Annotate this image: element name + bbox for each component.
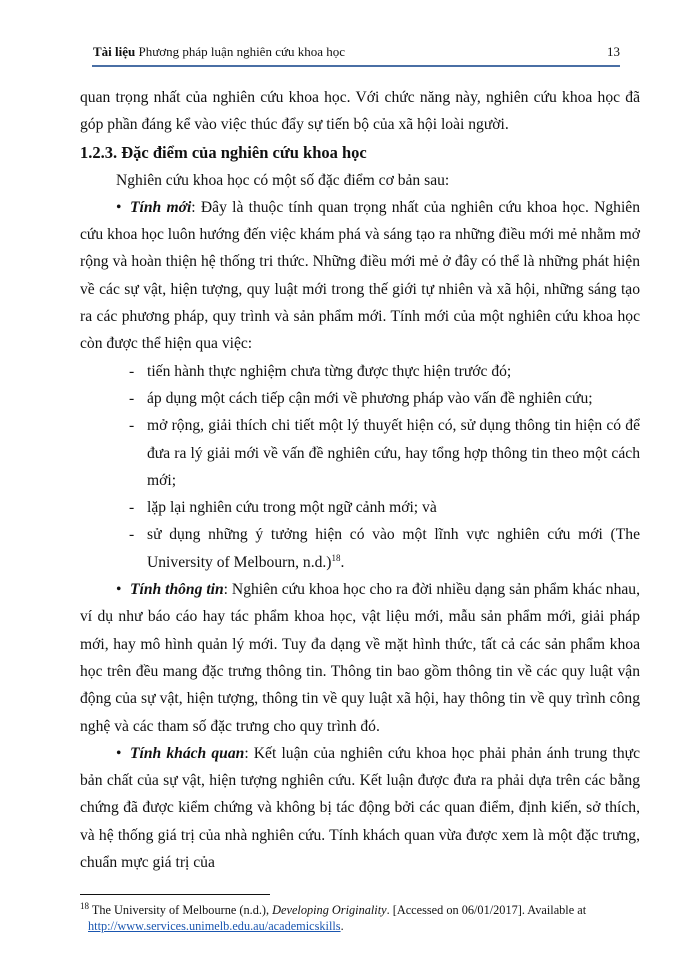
- list-item-text: áp dụng một cách tiếp cận mới về phương pháp vào vấn đề nghiên cứu;: [147, 389, 593, 407]
- bullet-text: : Nghiên cứu khoa học cho ra đời nhiều dạng sản phẩm khác nhau, ví dụ như báo cáo hay tác phẩm khoa học, vật liệu mới, mẫu sản phẩm mới, giải pháp mới, hay mô hình quản lý mới. Tuy đa dạng về mặt hình thức, tất cả các sản phẩm khoa học trên đều mang đặc trưng thông tin. Thông tin bao gồm thông tin về các quy luật vận động của sự vật, hiện tượng, thông tin về quy luật xã hội, hay thông tin về quy trình công nghệ và các tham số đặc trưng cho quy trình đó.: [80, 581, 641, 735]
- bullet-text: : Đây là thuộc tính quan trọng nhất của nghiên cứu khoa học. Nghiên cứu khoa học luôn hướng đến việc khám phá và sáng tạo ra những điều mới mẻ nhằm mở rộng và hoàn thiện hệ thống tri thức. Những điều mới mẻ ở đây có thể là những phát hiện về các sự vật, hiện tượng, quy luật mới trong thế giới tự nhiên và xã hội, những sáng tạo ra các phương pháp, quy trình và sản phẩm mới. Tính mới của một nghiên cứu khoa học còn được thể hiện qua việc:: [80, 198, 641, 353]
- header-title: Phương pháp luận nghiên cứu khoa học: [135, 44, 346, 59]
- list-item: [129, 412, 640, 494]
- header-title-bold: Tài liệu: [93, 44, 136, 59]
- footnote-text: .: [340, 919, 344, 934]
- bullet-term: Tính thông tin: [130, 581, 224, 599]
- dash-icon: -: [129, 389, 135, 407]
- bullet-tinh-thong-tin: [80, 576, 640, 740]
- dash-icon: -: [129, 526, 135, 544]
- bullet-term: Tính mới: [130, 198, 192, 216]
- bullet-text: : Kết luận của nghiên cứu khoa học phải phản ánh trung thực bản chất của sự vật, hiện tượng nghiên cứu. Kết luận được đưa ra phải dựa trên các bằng chứng đã được kiểm chứng và không bị tác động bởi các quan điểm, định kiến, sở thích, và hệ thống giá trị của nhà nghiên cứu. Tính khách quan vừa được xem là một đặc trưng, chuẩn mực giá trị của: [80, 744, 640, 872]
- list-item: [129, 385, 640, 412]
- list-item-text: mở rộng, giải thích chi tiết một lý thuyết hiện có, sử dụng thông tin hiện có để đưa ra lý giải mới về vấn đề nghiên cứu, hay tổng hợp thông tin theo một cách mới;: [147, 417, 640, 489]
- dash-list: [80, 358, 640, 576]
- list-item: [129, 358, 640, 385]
- bullet-icon: •: [116, 744, 122, 762]
- section-heading: 1.2.3. Đặc điểm của nghiên cứu khoa học: [80, 142, 367, 162]
- dash-icon: -: [129, 499, 135, 517]
- bullet-term: Tính khách quan: [130, 744, 245, 762]
- list-item: - sử dụng những ý tưởng hiện có vào một lĩnh vực nghiên cứu mới (The University of Melbourn, n.d.)$^{18}$.: [147, 521, 640, 576]
- running-header: [93, 44, 620, 60]
- footnote-mark: 18: [80, 901, 89, 912]
- header-rule: [92, 65, 620, 67]
- footnote-link[interactable]: http://www.services.unimelb.edu.au/academicskills: [88, 919, 341, 934]
- list-item-text: sử dụng những ý tưởng hiện có vào một lĩnh vực nghiên cứu mới (The University of Melbourn, n.d.): [147, 526, 640, 571]
- list-item-text: tiến hành thực nghiệm chưa từng được thực hiện trước đó;: [147, 362, 512, 380]
- footnote: [80, 902, 640, 934]
- paragraph-continued: quan trọng nhất của nghiên cứu khoa học. Với chức năng này, nghiên cứu khoa học đã góp phần đáng kể vào việc thúc đẩy sự tiến bộ của xã hội loài người.: [80, 89, 640, 134]
- bullet-tinh-moi: [80, 194, 640, 358]
- list-item: [129, 494, 640, 521]
- footnote-ref[interactable]: 18: [331, 552, 341, 563]
- bullet-icon: •: [116, 581, 122, 599]
- dash-icon: -: [129, 417, 135, 435]
- list-item-text: lặp lại nghiên cứu trong một ngữ cảnh mới; và: [147, 499, 437, 517]
- footnote-text: The University of Melbourne (n.d.),: [89, 903, 273, 918]
- footnote-separator: [80, 894, 270, 895]
- bullet-tinh-khach-quan: [80, 740, 640, 876]
- footnote-text: . [Accessed on 06/01/2017]. Available at: [386, 903, 587, 918]
- page-body: [80, 84, 640, 934]
- intro-paragraph: Nghiên cứu khoa học có một số đặc điểm cơ bản sau:: [116, 171, 450, 189]
- dash-icon: -: [129, 362, 135, 380]
- bullet-icon: •: [116, 198, 122, 216]
- page-number: 13: [607, 44, 620, 59]
- footnote-title: Developing Originality: [272, 903, 387, 918]
